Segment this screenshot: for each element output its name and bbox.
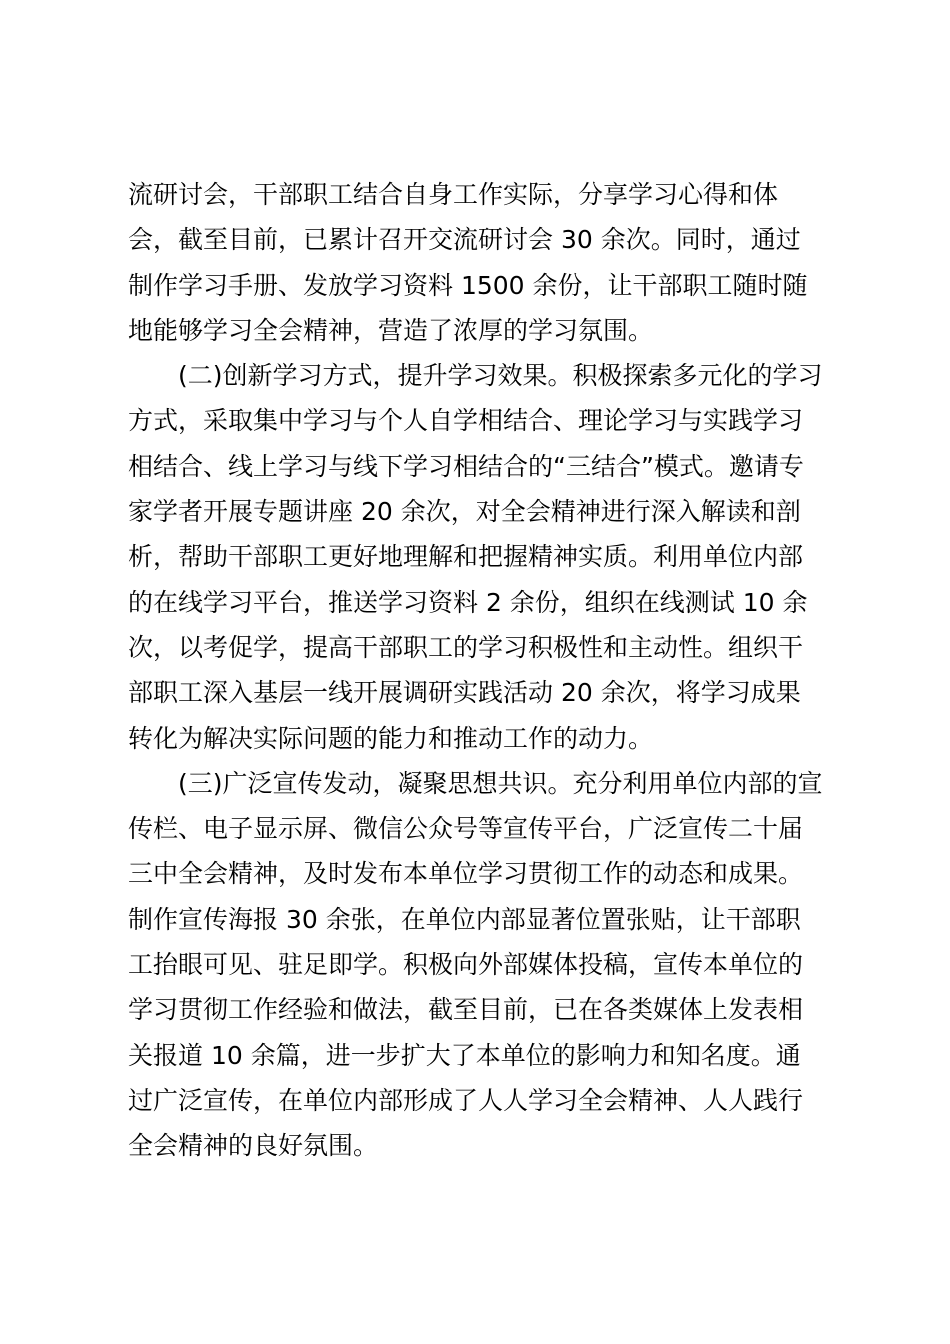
text-line: 次，以考促学，提高干部职工的学习积极性和主动性。组织干 [128, 632, 804, 662]
text-line: 流研讨会，干部职工结合自身工作实际，分享学习心得和体 [128, 180, 779, 209]
section-heading-line: (三)广泛宣传发动，凝聚思想共识。充分利用单位内部的宣 [178, 768, 823, 798]
text-line: 方式，采取集中学习与个人自学相结合、理论学习与实践学习 [128, 406, 804, 436]
body-text [128, 172, 828, 1169]
text-line: 析，帮助干部职工更好地理解和把握精神实质。利用单位内部 [128, 542, 804, 572]
text-line: 三中全会精神，及时发布本单位学习贯彻工作的动态和成果。 [128, 859, 804, 889]
text-line: 相结合、线上学习与线下学习相结合的“三结合”模式。邀请专 [128, 451, 804, 481]
text-line: 地能够学习全会精神，营造了浓厚的学习氛围。 [128, 315, 654, 345]
text-line: 的在线学习平台，推送学习资料 2 余份，组织在线测试 10 余 [128, 587, 808, 617]
text-line: 会，截至目前，已累计召开交流研讨会 30 余次。同时，通过 [128, 225, 801, 255]
text-line: 部职工深入基层一线开展调研实践活动 20 余次，将学习成果 [128, 678, 801, 708]
text-line: 制作宣传海报 30 余张，在单位内部显著位置张贴，让干部职 [128, 904, 801, 934]
text-line: 工抬眼可见、驻足即学。积极向外部媒体投稿，宣传本单位的 [128, 950, 804, 980]
section-heading-line: (二)创新学习方式，提升学习效果。积极探索多元化的学习 [178, 361, 823, 391]
text-line: 转化为解决实际问题的能力和推动工作的动力。 [128, 723, 654, 753]
text-line: 传栏、电子显示屏、微信公众号等宣传平台，广泛宣传二十届 [128, 814, 804, 844]
text-line: 全会精神的良好氛围。 [128, 1131, 379, 1161]
text-line: 制作学习手册、发放学习资料 1500 余份，让干部职工随时随 [128, 270, 808, 300]
text-line: 家学者开展专题讲座 20 余次，对全会精神进行深入解读和剖 [128, 497, 801, 527]
text-line: 学习贯彻工作经验和做法，截至目前，已在各类媒体上发表相 [128, 995, 804, 1025]
text-line: 过广泛宣传，在单位内部形成了人人学习全会精神、人人践行 [128, 1085, 804, 1115]
text-line: 关报道 10 余篇，进一步扩大了本单位的影响力和知名度。通 [128, 1040, 801, 1070]
